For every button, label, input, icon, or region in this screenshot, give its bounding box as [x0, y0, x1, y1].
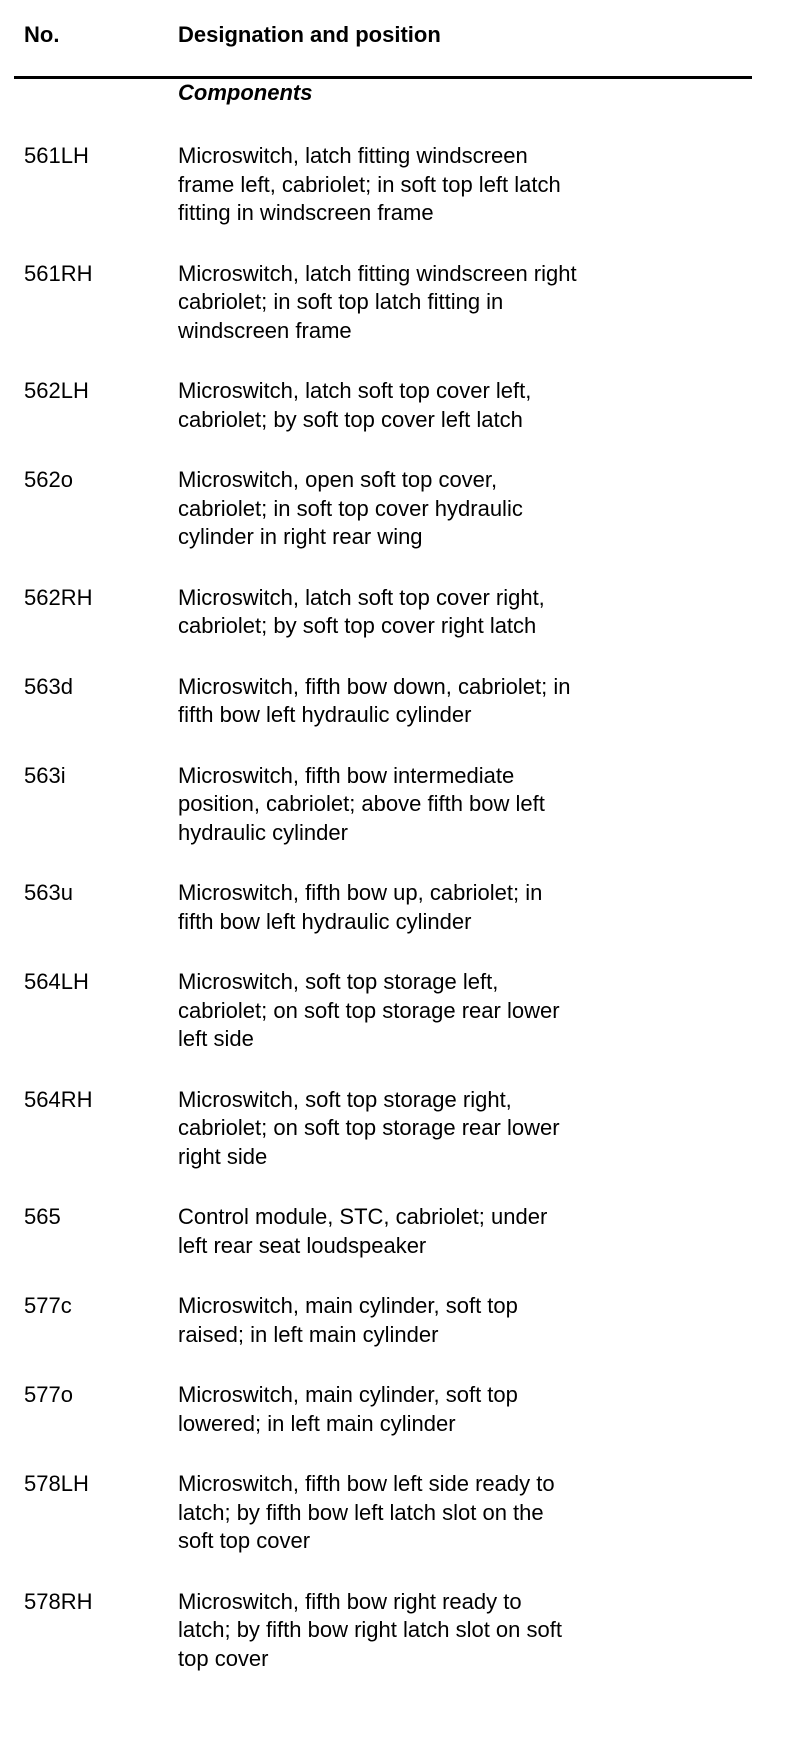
table-row — [0, 1292, 760, 1349]
component-number: 562o — [24, 467, 73, 492]
component-designation: Control module, STC, cabriolet; under left rear seat loudspeaker — [178, 1204, 548, 1258]
table-row — [0, 968, 760, 1054]
table-row — [0, 260, 760, 346]
components-list — [0, 142, 760, 1705]
component-designation: Microswitch, open soft top cover, cabriolet; in soft top cover hydraulic cylinder in right rear wing — [178, 467, 523, 549]
component-number: 561LH — [24, 143, 89, 168]
component-number: 564LH — [24, 969, 89, 994]
component-number: 563u — [24, 880, 73, 905]
component-designation: Microswitch, latch soft top cover left, cabriolet; by soft top cover left latch — [178, 378, 532, 432]
component-number: 578LH — [24, 1471, 89, 1496]
table-row — [0, 377, 760, 434]
component-number: 563d — [24, 673, 73, 699]
component-designation: Microswitch, fifth bow up, cabriolet; in fifth bow left hydraulic cylinder — [178, 880, 543, 934]
component-designation: Microswitch, main cylinder, soft top raised; in left main cylinder — [178, 1293, 518, 1347]
table-row — [0, 142, 760, 228]
table-row — [0, 1203, 760, 1260]
table-row — [0, 1086, 760, 1172]
table-row — [0, 1470, 760, 1556]
component-designation: Microswitch, latch soft top cover right, cabriolet; by soft top cover right latch — [178, 584, 545, 638]
section-title: Components — [178, 80, 313, 105]
component-designation: Microswitch, soft top storage right, cabriolet; on soft top storage rear lower right side — [178, 1086, 560, 1169]
component-number: 577c — [24, 1293, 72, 1318]
header-divider — [14, 76, 752, 79]
component-designation: Microswitch, fifth bow left side ready to latch; by fifth bow left latch slot on the soft top cover — [178, 1471, 555, 1553]
component-number: 564RH — [24, 1086, 93, 1112]
component-number: 565 — [24, 1204, 61, 1229]
table-row — [0, 466, 760, 552]
component-designation: Microswitch, fifth bow down, cabriolet; in fifth bow left hydraulic cylinder — [178, 673, 571, 727]
table-row — [0, 1588, 760, 1674]
component-number: 578RH — [24, 1588, 93, 1614]
component-designation: Microswitch, fifth bow right ready to latch; by fifth bow right latch slot on soft top cover — [178, 1588, 562, 1671]
table-row — [0, 584, 760, 641]
table-header — [0, 22, 760, 52]
table-row — [0, 762, 760, 848]
component-number: 562LH — [24, 378, 89, 403]
component-designation: Microswitch, fifth bow intermediate position, cabriolet; above fifth bow left hydraulic cylinder — [178, 762, 545, 845]
component-designation: Microswitch, latch fitting windscreen right cabriolet; in soft top latch fitting in windscreen frame — [178, 260, 577, 343]
component-designation: Microswitch, soft top storage left, cabriolet; on soft top storage rear lower left side — [178, 969, 560, 1051]
component-number: 562RH — [24, 584, 93, 610]
table-row — [0, 879, 760, 936]
component-number: 563i — [24, 762, 66, 788]
component-designation: Microswitch, latch fitting windscreen frame left, cabriolet; in soft top left latch fitting in windscreen frame — [178, 143, 561, 225]
component-number: 577o — [24, 1382, 73, 1407]
column-header-designation: Designation and position — [178, 22, 441, 47]
table-row — [0, 1381, 760, 1438]
component-designation: Microswitch, main cylinder, soft top lowered; in left main cylinder — [178, 1382, 518, 1436]
column-header-no: No. — [24, 22, 60, 47]
table-row — [0, 673, 760, 730]
component-number: 561RH — [24, 260, 93, 286]
